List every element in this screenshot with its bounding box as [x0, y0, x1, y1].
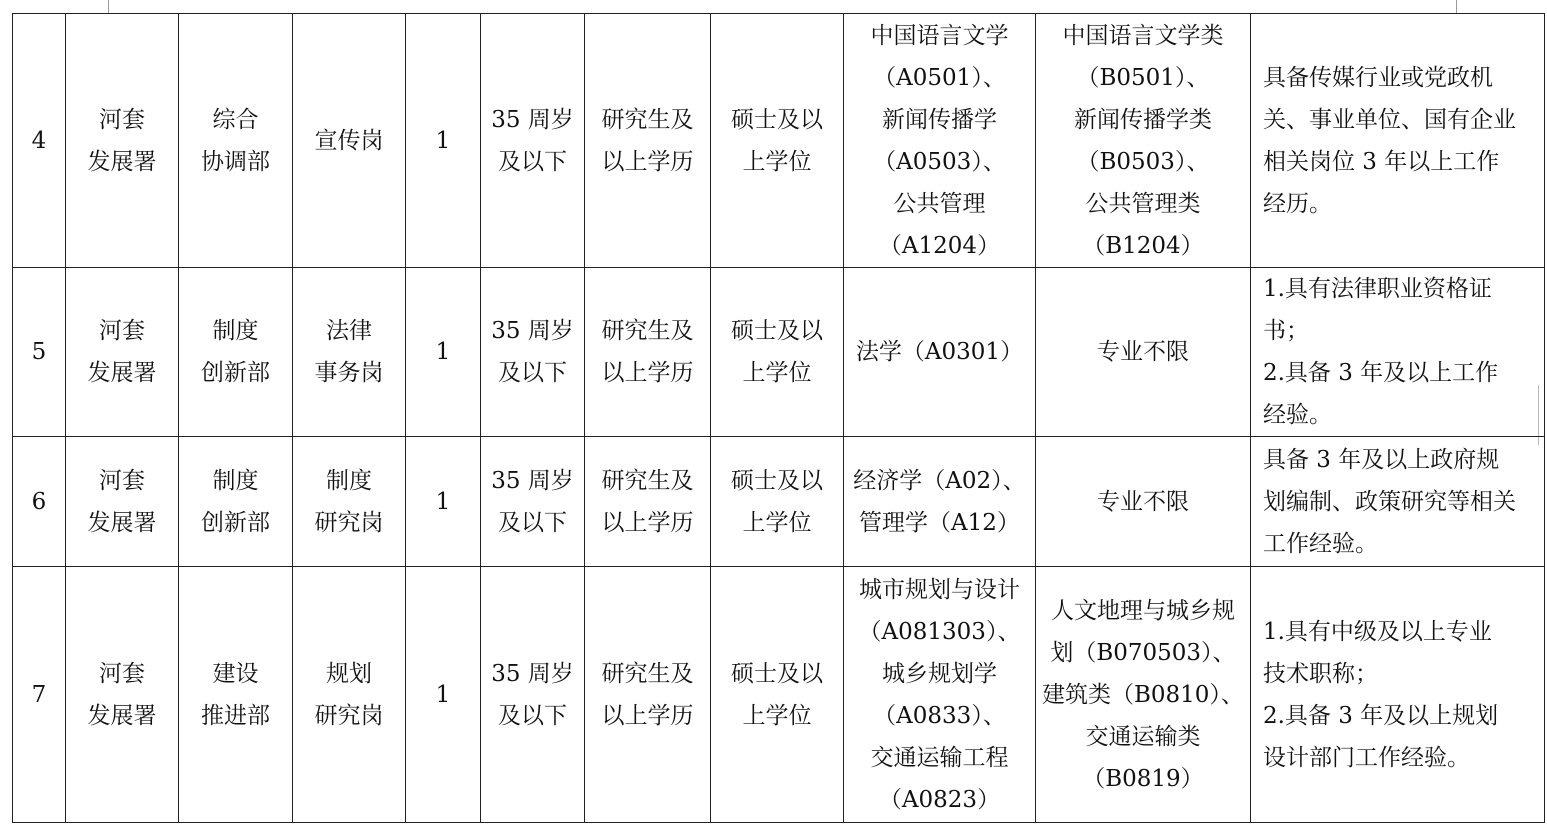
recruitment-table — [12, 13, 1545, 823]
requirements-line: 2.具备 3 年及以上规划 — [1262, 702, 1499, 729]
graduate-major-line: （A0833）、 — [873, 702, 1006, 729]
undergrad-major-cell — [1036, 567, 1251, 823]
department-cell — [179, 437, 293, 567]
undergrad-major-line: （B0819） — [1082, 765, 1204, 792]
table-row — [13, 14, 1545, 268]
graduate-major-line: 法学（A0301） — [855, 339, 1024, 365]
headcount-cell — [406, 14, 481, 268]
age-line: 及以下 — [498, 148, 567, 175]
degree-cell — [711, 437, 844, 567]
undergrad-major-cell — [1036, 437, 1251, 567]
undergrad-major-line: 公共管理类 — [1085, 190, 1201, 217]
post-cell — [293, 14, 406, 268]
age-cell — [481, 14, 585, 268]
age-line: 35 周岁 — [491, 660, 574, 687]
graduate-major-line: 新闻传播学 — [882, 106, 997, 133]
unit-cell — [66, 14, 179, 268]
graduate-major-line: 管理学（A12） — [859, 509, 1020, 536]
graduate-major-line: （A1204） — [878, 232, 1001, 259]
graduate-major-line: 经济学（A02）、 — [853, 467, 1026, 494]
graduate-major-line: 交通运输工程 — [870, 744, 1009, 771]
post-line: 规划 — [326, 660, 372, 687]
degree-cell — [711, 567, 844, 823]
requirements-line: 划编制、政策研究等相关 — [1262, 488, 1516, 515]
unit-line: 河套 — [99, 660, 145, 687]
post-cell — [293, 437, 406, 567]
unit-cell — [66, 567, 179, 823]
undergrad-major-line: 建筑类（B0810）、 — [1042, 681, 1244, 708]
department-cell — [179, 14, 293, 268]
degree-line: 上学位 — [742, 509, 812, 536]
department-cell — [179, 268, 293, 437]
undergrad-major-line: 新闻传播学类 — [1073, 106, 1212, 133]
education-line: 研究生及 — [601, 106, 694, 133]
age-line: 及以下 — [498, 360, 567, 386]
age-cell — [481, 437, 585, 567]
graduate-major-line: （A0823） — [878, 786, 1001, 813]
requirements-cell — [1250, 14, 1544, 268]
department-line: 推进部 — [201, 702, 270, 729]
recruitment-table-sheet — [12, 13, 1545, 823]
headcount-text: 1 — [435, 488, 451, 515]
department-cell — [179, 567, 293, 823]
requirements-cell — [1250, 268, 1544, 437]
degree-line: 硕士及以 — [731, 318, 823, 344]
requirements-line: 关、事业单位、国有企业 — [1262, 106, 1516, 133]
age-line: 及以下 — [498, 509, 567, 536]
requirements-line: 相关岗位 3 年以上工作 — [1262, 148, 1500, 175]
graduate-major-cell — [844, 14, 1036, 268]
requirements-cell — [1250, 567, 1544, 823]
age-line: 35 周岁 — [491, 467, 574, 494]
education-cell — [585, 14, 711, 268]
graduate-major-line: （A081303）、 — [858, 618, 1021, 645]
post-cell — [293, 567, 406, 823]
headcount-text: 1 — [435, 339, 451, 365]
headcount-text: 1 — [435, 681, 451, 708]
top-edge-line-right — [1456, 0, 1457, 13]
department-line: 制度 — [212, 467, 259, 494]
headcount-cell — [406, 437, 481, 567]
education-line: 以上学历 — [601, 360, 694, 386]
post-cell — [293, 268, 406, 437]
unit-line: 河套 — [99, 467, 145, 494]
education-line: 研究生及 — [601, 467, 694, 494]
degree-cell — [711, 268, 844, 437]
undergrad-major-line: （B0501）、 — [1076, 64, 1210, 91]
requirements-line: 经历。 — [1262, 190, 1332, 217]
education-cell — [585, 567, 711, 823]
row-number-cell — [13, 437, 66, 567]
table-body — [13, 14, 1545, 823]
unit-cell — [66, 437, 179, 567]
unit-line: 发展署 — [87, 148, 157, 175]
row-number-cell — [13, 567, 66, 823]
unit-line: 发展署 — [87, 509, 157, 536]
requirements-cell — [1250, 437, 1544, 567]
post-line: 制度 — [326, 467, 372, 494]
degree-line: 上学位 — [742, 148, 812, 175]
requirements-line: 1.具有法律职业资格证 — [1262, 276, 1492, 302]
degree-cell — [711, 14, 844, 268]
post-line: 法律 — [326, 318, 372, 344]
graduate-major-line: 城市规划与设计 — [859, 576, 1020, 603]
degree-line: 硕士及以 — [731, 106, 823, 133]
undergrad-major-line: （B1204） — [1082, 232, 1204, 259]
requirements-line: 具备传媒行业或党政机 — [1262, 64, 1493, 91]
headcount-cell — [406, 268, 481, 437]
education-cell — [585, 437, 711, 567]
undergrad-major-line: 交通运输类 — [1085, 723, 1201, 750]
unit-line: 河套 — [99, 318, 145, 344]
graduate-major-cell — [844, 437, 1036, 567]
department-line: 建设 — [212, 660, 259, 687]
unit-line: 发展署 — [87, 360, 157, 386]
age-line: 35 周岁 — [491, 318, 574, 344]
requirements-line: 2.具备 3 年及以上工作 — [1262, 360, 1499, 386]
row-number-text: 5 — [31, 339, 47, 365]
education-line: 以上学历 — [601, 148, 694, 175]
undergrad-major-line: 专业不限 — [1096, 488, 1189, 515]
undergrad-major-line: 划（B070503）、 — [1050, 639, 1236, 666]
undergrad-major-line: 专业不限 — [1096, 339, 1189, 365]
requirements-line: 经验。 — [1262, 402, 1332, 428]
age-cell — [481, 268, 585, 437]
degree-line: 硕士及以 — [731, 467, 823, 494]
age-line: 35 周岁 — [491, 106, 574, 133]
unit-line: 河套 — [99, 106, 145, 133]
education-line: 研究生及 — [601, 660, 694, 687]
row-number-text: 7 — [31, 681, 47, 708]
undergrad-major-cell — [1036, 14, 1251, 268]
post-line: 事务岗 — [314, 360, 384, 386]
undergrad-major-line: （B0503）、 — [1076, 148, 1210, 175]
post-line: 研究岗 — [314, 509, 384, 536]
graduate-major-line: （A0501）、 — [873, 64, 1006, 91]
degree-line: 上学位 — [742, 360, 812, 386]
graduate-major-line: 中国语言文学 — [870, 22, 1009, 49]
age-line: 及以下 — [498, 702, 567, 729]
undergrad-major-cell — [1036, 268, 1251, 437]
education-line: 以上学历 — [601, 702, 694, 729]
age-cell — [481, 567, 585, 823]
row-number-text: 6 — [31, 488, 47, 515]
requirements-line: 技术职称； — [1262, 660, 1378, 687]
department-line: 协调部 — [201, 148, 270, 175]
education-cell — [585, 268, 711, 437]
table-row — [13, 437, 1545, 567]
requirements-line: 工作经验。 — [1262, 530, 1378, 557]
table-row — [13, 567, 1545, 823]
degree-line: 硕士及以 — [731, 660, 823, 687]
education-line: 以上学历 — [601, 509, 694, 536]
department-line: 创新部 — [201, 360, 270, 386]
row-number-cell — [13, 14, 66, 268]
degree-line: 上学位 — [742, 702, 812, 729]
table-row — [13, 268, 1545, 437]
graduate-major-cell — [844, 567, 1036, 823]
post-line: 宣传岗 — [314, 127, 384, 154]
graduate-major-line: （A0503）、 — [873, 148, 1006, 175]
department-line: 创新部 — [201, 509, 270, 536]
unit-cell — [66, 268, 179, 437]
graduate-major-line: 公共管理 — [893, 190, 986, 217]
requirements-line: 书； — [1262, 318, 1309, 344]
row-number-text: 4 — [31, 127, 47, 154]
graduate-major-cell — [844, 268, 1036, 437]
education-line: 研究生及 — [601, 318, 694, 344]
requirements-line: 1.具有中级及以上专业 — [1262, 618, 1492, 645]
graduate-major-line: 城乡规划学 — [882, 660, 997, 687]
unit-line: 发展署 — [87, 702, 157, 729]
headcount-text: 1 — [435, 127, 451, 154]
department-line: 制度 — [212, 318, 259, 344]
department-line: 综合 — [212, 106, 259, 133]
undergrad-major-line: 人文地理与城乡规 — [1050, 597, 1235, 624]
top-edge-line-left — [108, 0, 109, 13]
undergrad-major-line: 中国语言文学类 — [1062, 22, 1224, 49]
row-number-cell — [13, 268, 66, 437]
headcount-cell — [406, 567, 481, 823]
requirements-line: 具备 3 年及以上政府规 — [1262, 446, 1500, 473]
post-line: 研究岗 — [314, 702, 384, 729]
requirements-line: 设计部门工作经验。 — [1262, 744, 1470, 771]
